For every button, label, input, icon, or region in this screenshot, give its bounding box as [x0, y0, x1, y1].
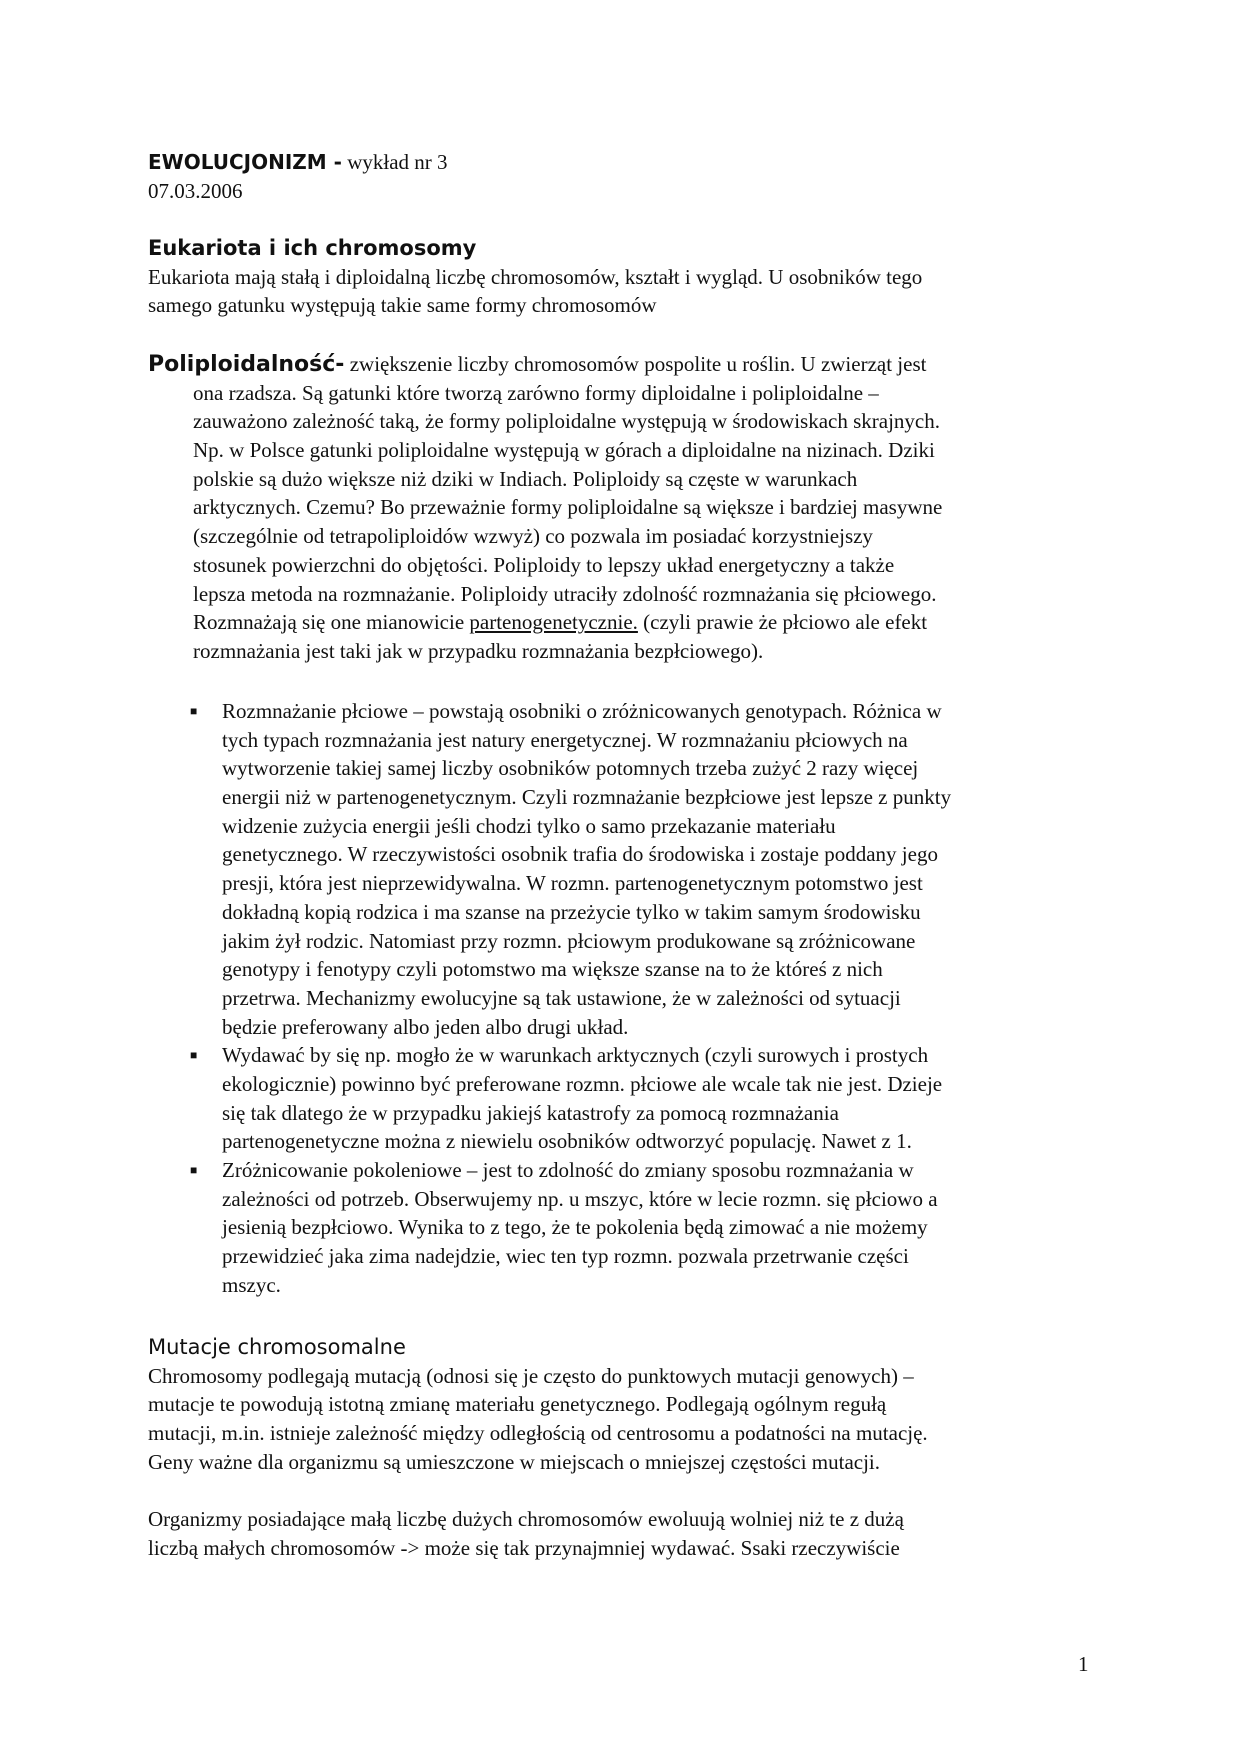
- text-line: ekologicznie) powinno być preferowane rozmn. płciowe ale wcale tak nie jest. Dzieje: [222, 1071, 943, 1096]
- text-line: widzenie zużycia energii jeśli chodzi tylko o samo przekazanie materiału: [222, 813, 836, 838]
- term-heading: Poliploidalność-: [148, 352, 345, 377]
- list-item: [0, 1041, 1240, 1156]
- text-line: mszyc.: [222, 1272, 281, 1297]
- text-line: Np. w Polsce gatunki poliploidalne występują w górach a diploidalne na nizinach. Dziki: [193, 438, 935, 463]
- text-line: przewidzieć jaka zima nadejdzie, wiec ten typ rozmn. pozwala przetrwanie części: [222, 1244, 909, 1269]
- section-eukariota: [148, 234, 922, 320]
- text-line: stosunek powierzchni do objętości. Poliploidy to lepszy układ energetyczny a także: [193, 552, 895, 577]
- text-line: przetrwa. Mechanizmy ewolucyjne są tak ustawione, że w zależności od sytuacji: [222, 985, 901, 1010]
- text-line: zauważono zależność taką, że formy poliploidalne występują w środowiskach skrajnych.: [193, 409, 940, 434]
- text-line: energii niż w partenogenetycznym. Czyli rozmnażanie bezpłciowe jest lepsze z punkty: [222, 785, 952, 810]
- text-line: dokładną kopią rodzica i ma szanse na przeżycie tylko w takim samym środowisku: [222, 899, 921, 924]
- text-line: zależności od potrzeb. Obserwujemy np. u mszyc, które w lecie rozmn. się płciowo a: [222, 1186, 938, 1211]
- text-line: samego gatunku występują takie same formy chromosomów: [148, 293, 657, 318]
- section-mutacje: [148, 1333, 928, 1563]
- section-heading: Eukariota i ich chromosomy: [148, 236, 477, 260]
- text-line: (szczególnie od tetrapoliploidów wzwyż) co pozwala im posiadać korzystniejszy: [193, 524, 873, 549]
- text-line: tych typach rozmnażania jest natury energetycznej. W rozmnażaniu płciowych na: [222, 727, 908, 752]
- text-line: mutacje te powodują istotną zmianę materiału genetycznego. Podlegają ogólnym regułą: [148, 1392, 887, 1417]
- text-segment: Rozmnażają się one mianowicie: [193, 610, 470, 635]
- document-header: [148, 148, 448, 205]
- text-line: liczbą małych chromosomów -> może się tak przynajmniej wydawać. Ssaki rzeczywiście: [148, 1535, 900, 1560]
- text-line: Zróżnicowanie pokoleniowe – jest to zdolność do zmiany sposobu rozmnażania w: [222, 1158, 914, 1182]
- bullet-square-icon: ■: [190, 704, 198, 718]
- text-line: Eukariota mają stałą i diploidalną liczbę chromosomów, kształt i wygląd. U osobników tego: [148, 264, 923, 289]
- text-line: Chromosomy podlegają mutacją (odnosi się je często do punktowych mutacji genowych) –: [148, 1363, 914, 1388]
- page-number: 1: [1078, 1652, 1089, 1676]
- lecture-number: wykład nr 3: [347, 150, 448, 174]
- document-date: 07.03.2006: [148, 178, 243, 203]
- text-line: partenogenetyczne można z niewielu osobników odtworzyć populację. Nawet z 1.: [222, 1129, 912, 1154]
- text-line: Organizmy posiadające małą liczbę dużych chromosomów ewoluują wolniej niż te z dużą: [148, 1507, 904, 1532]
- text-line: presji, która jest nieprzewidywalna. W rozmn. partenogenetycznym potomstwo jest: [222, 871, 923, 896]
- text-line: zwiększenie liczby chromosomów pospolite u roślin. U zwierząt jest: [344, 352, 927, 376]
- partenogenetycznie-link[interactable]: partenogenetycznie.: [469, 610, 638, 635]
- list-item: [0, 697, 1240, 1041]
- list-item: [0, 1156, 1240, 1299]
- section-heading: Mutacje chromosomalne: [148, 1335, 406, 1359]
- text-line: wytworzenie takiej samej liczby osobników potomnych trzeba zużyć 2 razy więcej: [222, 756, 919, 781]
- text-line: polskie są dużo większe niż dziki w Indiach. Poliploidy są częste w warunkach: [193, 466, 858, 491]
- bullet-square-icon: ■: [190, 1048, 198, 1063]
- text-line: Wydawać by się np. mogło że w warunkach arktycznych (czyli surowych i prostych: [222, 1043, 929, 1068]
- text-line: Rozmnażanie płciowe – powstają osobniki o zróżnicowanych genotypach. Różnica w: [222, 699, 942, 723]
- text-line: arktycznych. Czemu? Bo przeważnie formy poliploidalne są większe i bardziej masywne: [193, 495, 943, 520]
- bullet-list: [0, 697, 1240, 1299]
- text-line: ona rzadsza. Są gatunki które tworzą zarówno formy diploidalne i poliploidalne –: [193, 380, 879, 405]
- text-line: Geny ważne dla organizmu są umieszczone w miejscach o mniejszej częstości mutacji.: [148, 1449, 881, 1474]
- text-line: rozmnażania jest taki jak w przypadku rozmnażania bezpłciowego).: [193, 638, 764, 663]
- text-line: jakim żył rodzic. Natomiast przy rozmn. płciowym produkowane są zróżnicowane: [222, 928, 916, 953]
- text-segment: (czyli prawie że płciowo ale efekt: [637, 610, 928, 635]
- text-line: jesienią bezpłciowo. Wynika to z tego, że te pokolenia będą zimować a nie możemy: [222, 1215, 928, 1240]
- bullet-square-icon: ■: [190, 1163, 198, 1177]
- text-line: genotypy i fenotypy czyli potomstwo ma większe szanse na to że któreś z nich: [222, 957, 883, 982]
- text-line: mutacji, m.in. istnieje zależność między odległością od centrosomu a podatności na mutację.: [148, 1421, 928, 1446]
- document-title: EWOLUCJONIZM -: [148, 150, 342, 174]
- section-poliploidalnosc: [148, 350, 942, 666]
- text-line: się tak dlatego że w przypadku jakiejś katastrofy za pomocą rozmnażania: [222, 1100, 839, 1125]
- text-line: genetycznego. W rzeczywistości osobnik trafia do środowiska i zostaje poddany jego: [222, 842, 938, 867]
- text-line: lepsza metoda na rozmnażanie. Poliploidy utraciły zdolność rozmnażania się płciowego.: [193, 581, 937, 606]
- text-line: będzie preferowany albo jeden albo drugi układ.: [222, 1014, 629, 1039]
